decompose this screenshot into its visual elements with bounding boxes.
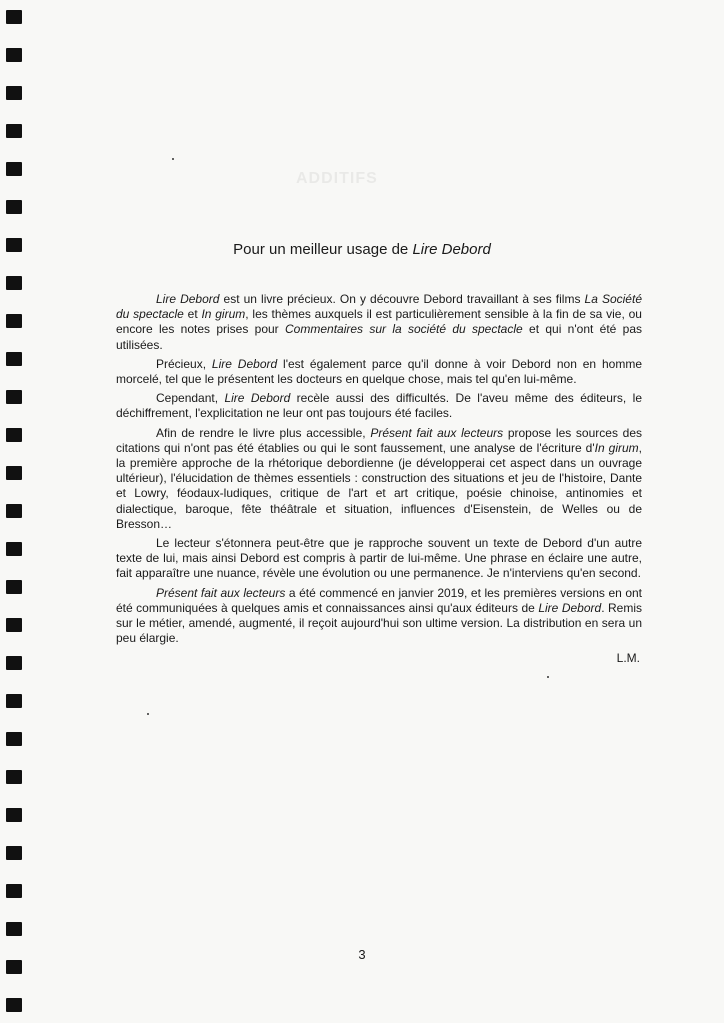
binding-hole — [6, 960, 22, 974]
italic-run: Lire Debord — [538, 600, 602, 615]
binding-hole — [6, 276, 22, 290]
binding-hole — [6, 86, 22, 100]
text-run: Le lecteur s'étonnera peut-être que je rapproche souvent un texte de Debord d'un autre texte de lui, mais ainsi Debord est compris à partir de lui-même. Une phrase en éclaire une autre, fait apparaître une nuance, révèle une évolution ou une permanence. Je n'interviens qu'en second. — [116, 536, 642, 581]
binding-hole — [6, 162, 22, 176]
text-run: a été commencé en janvier 2019, et les premières versions en ont été communiquées à quelques amis et connaissances ainsi qu'aux éditeurs de — [116, 585, 643, 615]
page-title — [0, 241, 724, 258]
binding-hole — [6, 884, 22, 898]
page-number: 3 — [358, 947, 366, 962]
italic-run: La Société du spectacle — [116, 292, 642, 322]
binding-hole — [6, 124, 22, 138]
binding-hole — [6, 10, 22, 24]
paragraph — [116, 292, 642, 353]
text-run: Cependant, — [156, 391, 225, 406]
binding-hole — [6, 314, 22, 328]
text-run: et — [183, 307, 202, 322]
text-run: propose les sources des citations qui n'ont pas été établies ou qui le sont faussement, une analyse de l'écriture d' — [116, 425, 642, 455]
speck — [147, 713, 149, 715]
italic-run: Présent fait aux lecteurs — [156, 585, 286, 600]
paragraph — [116, 426, 642, 532]
binding-hole — [6, 656, 22, 670]
binding-hole — [6, 390, 22, 404]
paragraph — [116, 536, 642, 582]
spiral-binding-holes — [6, 0, 28, 1023]
italic-run: Lire Debord — [211, 356, 278, 371]
italic-run: Présent fait aux lecteurs — [370, 425, 504, 440]
binding-hole — [6, 732, 22, 746]
speck — [172, 158, 174, 160]
binding-hole — [6, 694, 22, 708]
binding-hole — [6, 846, 22, 860]
text-run: recèle aussi des difficultés. De l'aveu même des éditeurs, le déchiffrement, l'explicitation ne leur ont pas toujours été faciles. — [116, 391, 642, 421]
signature: L.M. — [616, 651, 640, 665]
binding-hole — [6, 580, 22, 594]
text-run: et qui n'ont été pas utilisées. — [116, 322, 642, 352]
paragraph — [116, 586, 642, 647]
italic-run: Commentaires sur la société du spectacle — [285, 322, 523, 337]
italic-run: Lire Debord — [156, 292, 220, 306]
bleed-through-heading: ADDITIFS — [296, 170, 378, 187]
paragraph — [116, 391, 642, 421]
binding-hole — [6, 998, 22, 1012]
speck — [547, 676, 549, 678]
binding-hole — [6, 48, 22, 62]
binding-hole — [6, 542, 22, 556]
binding-hole — [6, 504, 22, 518]
binding-hole — [6, 922, 22, 936]
binding-hole — [6, 200, 22, 214]
binding-hole — [6, 618, 22, 632]
title-prefix: Pour un meilleur usage de — [233, 241, 413, 258]
italic-run: In girum — [201, 307, 246, 322]
text-run: . Remis sur le métier, amendé, augmenté, il reçoit aujourd'hui son ultime version. La distribution en sera un peu élargie. — [116, 600, 643, 646]
binding-hole — [6, 808, 22, 822]
binding-hole — [6, 352, 22, 366]
text-run: Précieux, — [156, 356, 212, 371]
binding-hole — [6, 428, 22, 442]
text-run: Afin de rendre le livre plus accessible, — [156, 425, 371, 440]
body-text — [116, 292, 642, 650]
text-run: , les thèmes auxquels il est particulièrement sensible à la fin de sa vie, ou encore les notes prises pour — [116, 307, 642, 337]
binding-hole — [6, 770, 22, 784]
title-book: Lire Debord — [412, 241, 491, 258]
text-run: l'est également parce qu'il donne à voir Debord non en homme morcelé, tel que le présentent les docteurs en quelque chose, mais tel qu'en lui-même. — [116, 356, 642, 387]
paragraph — [116, 357, 642, 387]
italic-run: In girum — [594, 440, 639, 455]
italic-run: Lire Debord — [224, 391, 291, 406]
binding-hole — [6, 466, 22, 480]
text-run: est un livre précieux. On y découvre Debord travaillant à ses films — [219, 292, 585, 306]
text-run: , la première approche de la rhétorique debordienne (je développerai cet aspect dans un ouvrage ultérieur), l'élucidation de thèmes essentiels : construction des situations et jeu de l'histoire, Dante et Lowry, féodaux-ludiques, critique de l'art et art critique, poésie chinoise, antinomies et dialectique, baroque, fête théâtrale et situation, influences d'Eisenstein, de Welles ou de Bresson… — [116, 440, 642, 531]
